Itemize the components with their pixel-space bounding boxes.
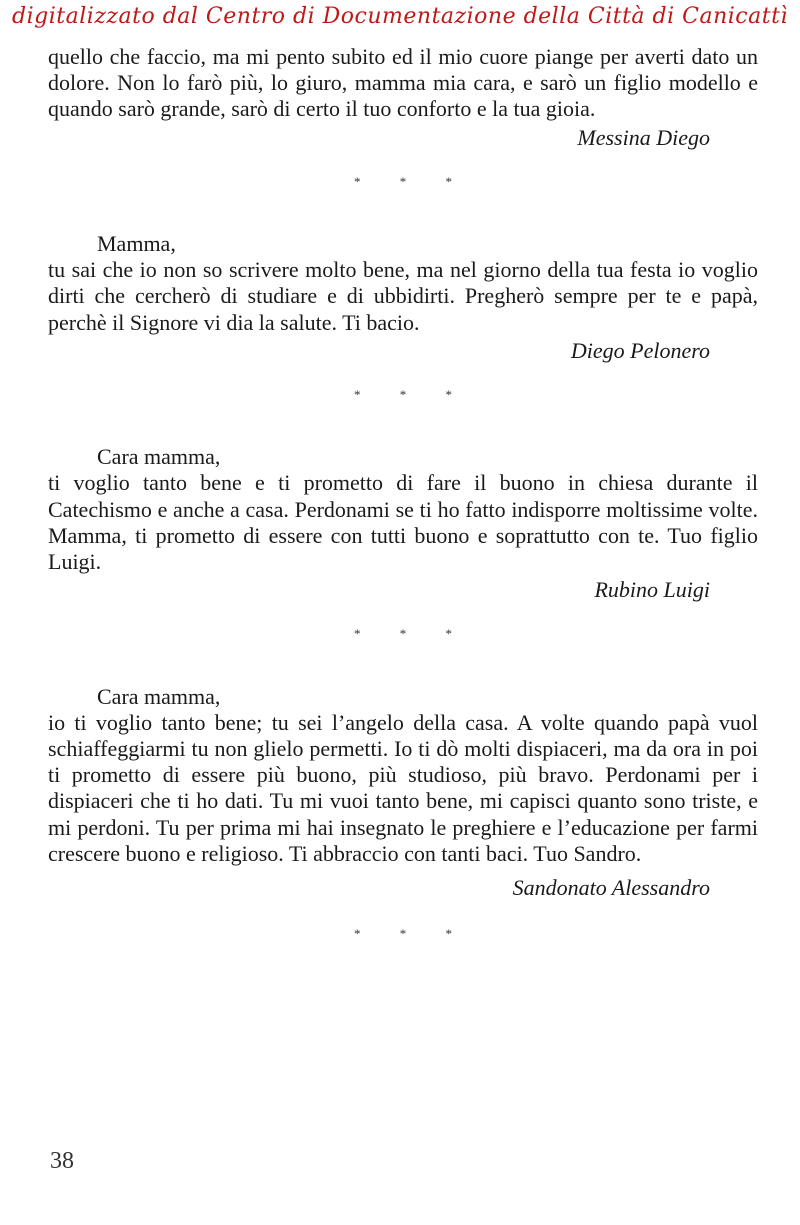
letter-body: quello che faccio, ma mi pento subito ed il mio cuore piange per averti dato un dolore. Non lo farò più, lo giuro, mamma mia cara, e sarò un figlio modello e quando sarò grande, sarò di certo il tuo conforto e la tua gioia. xyxy=(48,44,758,122)
letter-signature: Diego Pelonero xyxy=(570,337,710,363)
section-separator: * * * xyxy=(354,387,470,403)
section-separator: * * * xyxy=(354,626,470,642)
letter-body: io ti voglio tanto bene; tu sei l’angelo della casa. A volte quando papà vuol schiaffeggiarmi tu non glielo permetti. Io ti dò molti dispiaceri, ma da ora in poi ti prometto di essere più buono, più studioso, più bravo. Perdonami per i dispiaceri che ti ho dati. Tu mi vuoi tanto bene, mi capisci quanto sono triste, e mi perdoni. Tu per prima mi hai insegnato le preghiere e l’educazione per farmi crescere buono e religioso. Ti abbraccio con tanti baci. Tuo Sandro. xyxy=(48,709,758,866)
section-separator: * * * xyxy=(354,926,470,942)
section-separator: * * * xyxy=(354,173,470,189)
letter-3 xyxy=(48,444,758,603)
letter-salutation: Mamma, xyxy=(97,231,176,257)
letter-body: tu sai che io non so scrivere molto bene, ma nel giorno della tua festa io voglio dirti che cercherò di studiare e di ubbidirti. Pregherò sempre per te e papà, perchè il Signore vi dia la salute. Ti bacio. xyxy=(48,257,758,335)
letter-signature: Rubino Luigi xyxy=(594,577,710,603)
letter-1 xyxy=(48,44,758,151)
letter-signature: Sandonato Alessandro xyxy=(512,875,710,901)
page-number: 38 xyxy=(50,1148,74,1174)
letter-4 xyxy=(48,684,758,902)
letter-2 xyxy=(48,231,758,364)
letter-signature: Messina Diego xyxy=(577,124,710,150)
letter-body: ti voglio tanto bene e ti prometto di fare il buono in chiesa durante il Catechismo e anche a casa. Perdonami se ti ho fatto indisporre moltissime volte. Mamma, ti prometto di essere con tutti buono e soprattutto con te. Tuo figlio Luigi. xyxy=(48,470,758,575)
letter-salutation: Cara mamma, xyxy=(97,683,221,709)
page-content xyxy=(48,44,758,947)
watermark: digitalizzato dal Centro di Documentazione della Città di Canicattì xyxy=(12,4,788,29)
letter-salutation: Cara mamma, xyxy=(97,444,221,470)
